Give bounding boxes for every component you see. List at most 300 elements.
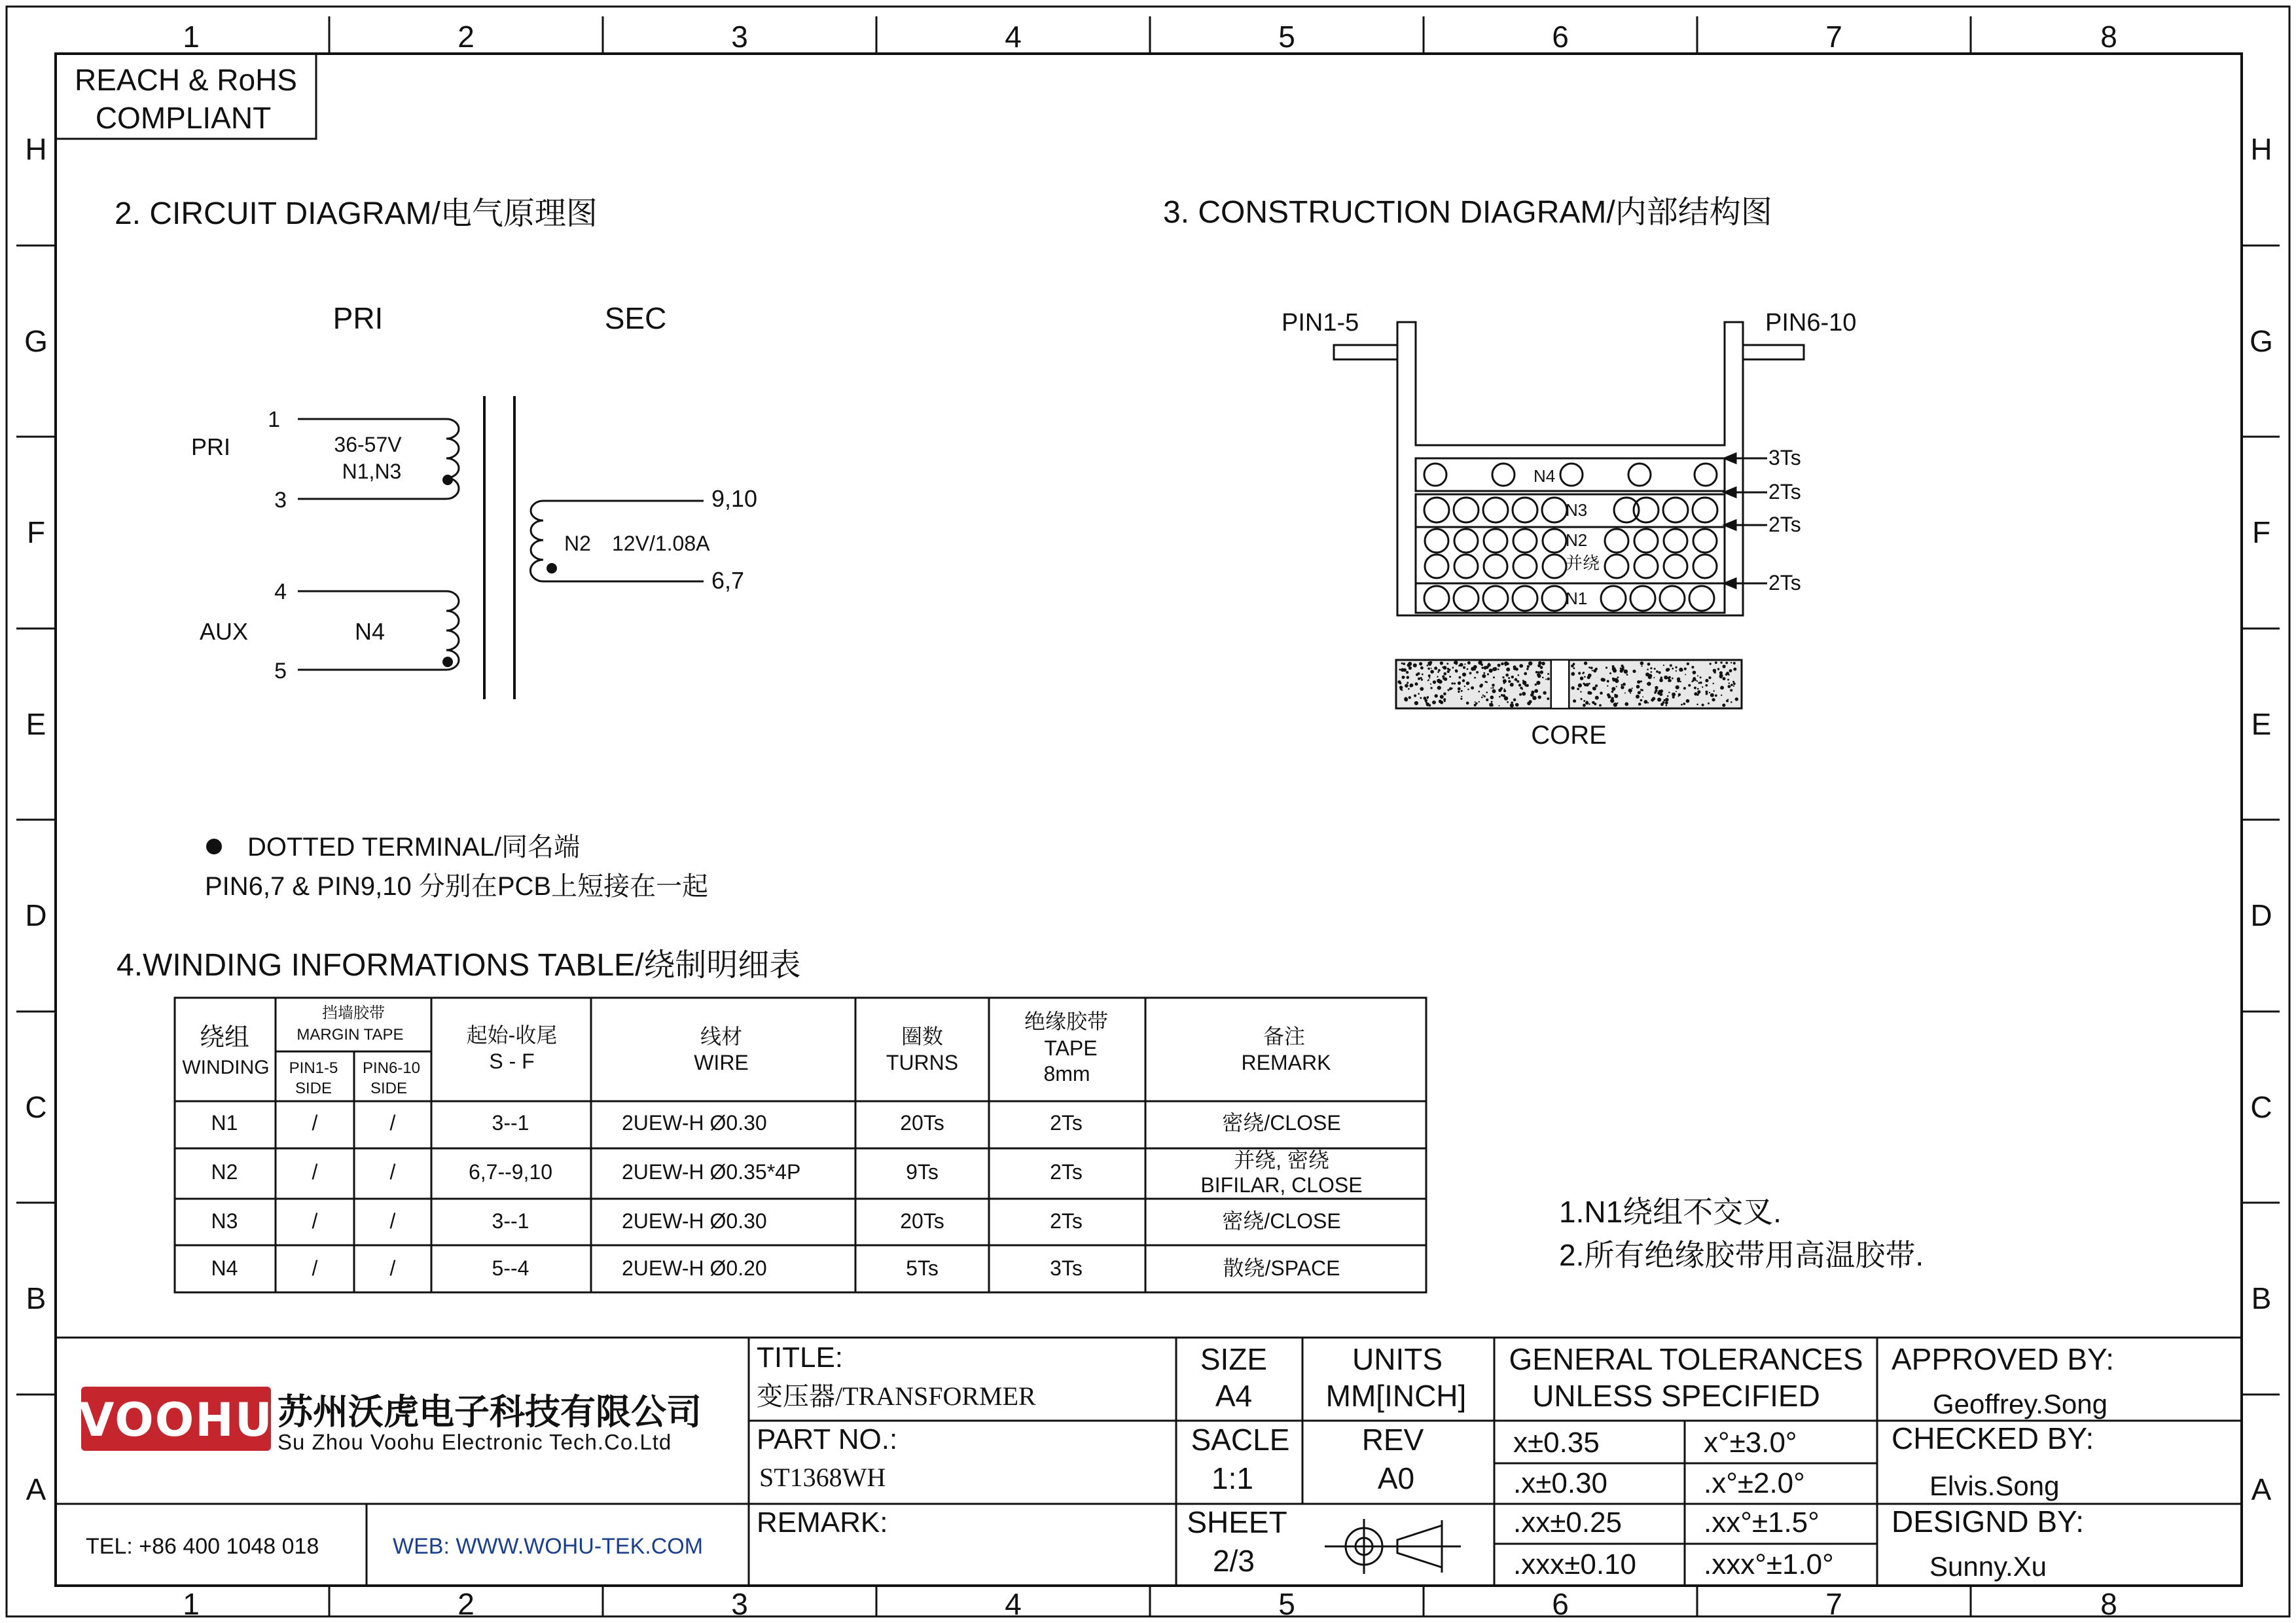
core-speckle — [1529, 700, 1532, 703]
table-cell-sf: 5--4 — [492, 1256, 529, 1280]
core-speckle — [1493, 676, 1495, 678]
table-cell-wire: 2UEW-H Ø0.30 — [622, 1111, 767, 1135]
core-speckle — [1583, 700, 1585, 702]
core-speckle — [1486, 691, 1488, 693]
core-speckle — [1723, 677, 1726, 680]
core-speckle — [1592, 670, 1593, 671]
core-speckle — [1580, 691, 1581, 693]
table-cell-remark: 密绕/CLOSE — [1222, 1209, 1341, 1233]
core-speckle — [1721, 695, 1722, 696]
core-speckle — [1615, 678, 1618, 682]
core-speckle — [1501, 694, 1503, 697]
row-label: C — [25, 1090, 47, 1124]
table-cell-m2: / — [389, 1209, 396, 1233]
core-speckle — [1729, 682, 1730, 684]
tolerance-value: .xxx±0.10 — [1513, 1548, 1637, 1580]
core-speckle — [1528, 661, 1532, 665]
right-pins-label: PIN6-10 — [1765, 309, 1857, 337]
layer-name: N4 — [1534, 466, 1556, 486]
core-speckle — [1676, 670, 1677, 672]
core-speckle — [1530, 693, 1534, 697]
core-speckle — [1730, 689, 1732, 691]
core-speckle — [1647, 668, 1649, 670]
core-speckle — [1659, 678, 1663, 682]
col-label: 2 — [457, 20, 475, 54]
hdr-remark-en: REMARK — [1241, 1051, 1331, 1074]
core-speckle — [1458, 691, 1460, 693]
core-speckle — [1418, 693, 1420, 695]
core-speckle — [1676, 685, 1679, 689]
units-value: MM[INCH] — [1325, 1379, 1467, 1413]
core-speckle — [1464, 685, 1465, 687]
core-speckle — [1447, 670, 1450, 673]
hdr-tape-unit: 8mm — [1043, 1062, 1090, 1085]
hdr-tape-cn: 绝缘胶带 — [1024, 1010, 1109, 1033]
sec-rating: 12V/1.08A — [612, 532, 710, 555]
core-speckle — [1720, 686, 1724, 690]
aux-winding: N4 — [354, 618, 386, 645]
core-speckle — [1407, 682, 1408, 684]
core-speckle — [1616, 686, 1617, 687]
core-speckle — [1427, 680, 1429, 682]
core-speckle — [1632, 670, 1636, 673]
core-speckle — [1657, 698, 1661, 702]
core-speckle — [1435, 694, 1438, 697]
core-speckle — [1463, 666, 1465, 669]
core-speckle — [1638, 685, 1639, 686]
core-speckle — [1713, 683, 1714, 684]
core-speckle — [1705, 684, 1708, 687]
core-speckle — [1731, 701, 1732, 703]
core-speckle — [1510, 703, 1514, 707]
core-speckle — [1607, 693, 1610, 697]
hdr-margin-cn: 挡墙胶带 — [322, 1004, 385, 1022]
core-speckle — [1700, 682, 1702, 684]
col-label: 4 — [1005, 1587, 1022, 1621]
core-speckle — [1422, 674, 1424, 676]
tolerance-value: x°±3.0° — [1704, 1427, 1797, 1459]
core-speckle — [1515, 678, 1518, 682]
tel: TEL: +86 400 1048 018 — [86, 1534, 319, 1559]
core-speckle — [1438, 669, 1441, 672]
core-speckle — [1454, 682, 1456, 684]
col-label: 5 — [1278, 1587, 1295, 1621]
core-speckle — [1502, 676, 1504, 678]
logo-text: VOOHU — [79, 1393, 274, 1447]
core-speckle — [1655, 689, 1657, 692]
core-speckle — [1454, 661, 1458, 665]
core-speckle — [1587, 691, 1590, 695]
core-speckle — [1545, 679, 1547, 680]
core-speckle — [1499, 696, 1501, 698]
core-speckle — [1614, 702, 1617, 706]
core-speckle — [1577, 688, 1579, 691]
core-speckle — [1406, 671, 1408, 674]
company-name-cn: 苏州沃虎电子科技有限公司 — [278, 1393, 702, 1432]
core-speckle — [1442, 666, 1444, 668]
core-speckle — [1624, 702, 1628, 706]
core-speckle — [1571, 672, 1575, 676]
dot-bullet-icon — [206, 839, 222, 854]
pin-6-7-label: 6,7 — [711, 567, 745, 594]
hdr-wire-cn: 线材 — [700, 1025, 743, 1048]
core-speckle — [1638, 702, 1641, 706]
core-speckle — [1727, 679, 1729, 681]
core-speckle — [1427, 661, 1431, 665]
col-label: 4 — [1005, 20, 1022, 54]
table-cell-m2: / — [389, 1256, 396, 1280]
core-speckle — [1408, 662, 1412, 666]
pri-header: PRI — [332, 301, 384, 335]
short-note: PIN6,7 & PIN9,10 分别在PCB上短接在一起 — [205, 872, 709, 901]
part-no-label: PART NO.: — [757, 1423, 898, 1455]
core-speckle — [1588, 703, 1590, 704]
core-speckle — [1624, 669, 1628, 673]
core-speckle — [1507, 701, 1509, 703]
core-speckle — [1430, 670, 1434, 674]
scale-label: SACLE — [1191, 1423, 1290, 1457]
pin-1-label: 1 — [268, 407, 280, 432]
col-label: 7 — [1825, 20, 1842, 54]
core-speckle — [1442, 675, 1444, 678]
core-speckle — [1505, 674, 1509, 677]
core-speckle — [1667, 695, 1669, 697]
core-speckle — [1408, 688, 1410, 690]
hdr-pin15-a: PIN1-5 — [289, 1059, 338, 1077]
core-speckle — [1708, 702, 1710, 704]
col-label: 7 — [1825, 1587, 1842, 1621]
hdr-sf-en: S - F — [489, 1049, 535, 1073]
core-speckle — [1623, 683, 1626, 686]
core-speckle — [1440, 695, 1444, 699]
core-speckle — [1708, 676, 1711, 679]
core-speckle — [1462, 672, 1466, 676]
core-speckle — [1479, 691, 1480, 693]
table-cell-w: N1 — [211, 1111, 238, 1135]
core-speckle — [1665, 701, 1668, 704]
table-cell-remark: 散绕/SPACE — [1223, 1256, 1340, 1280]
core-speckle — [1536, 681, 1540, 685]
core-speckle — [1503, 682, 1505, 684]
table-cell-m2: / — [389, 1111, 396, 1135]
core-speckle — [1461, 696, 1462, 697]
core-speckle — [1679, 668, 1683, 672]
table-cell-wire: 2UEW-H Ø0.30 — [622, 1209, 767, 1233]
core-speckle — [1583, 704, 1586, 707]
core-speckle — [1626, 674, 1628, 676]
core-speckle — [1519, 693, 1522, 696]
core-speckle — [1511, 676, 1514, 678]
col-label: 6 — [1552, 1587, 1569, 1621]
core-speckle — [1481, 697, 1483, 699]
core-speckle — [1409, 684, 1412, 687]
core-speckle — [1607, 680, 1609, 683]
core-speckle — [1427, 668, 1430, 670]
approved-label: APPROVED BY: — [1892, 1342, 2115, 1376]
core-speckle — [1607, 685, 1608, 687]
aux-dot — [442, 657, 453, 667]
core-speckle — [1693, 677, 1696, 680]
core-speckle — [1599, 704, 1602, 707]
core-speckle — [1503, 689, 1506, 692]
table-cell-tape: 2Ts — [1050, 1209, 1083, 1233]
core-speckle — [1733, 668, 1736, 671]
core-speckle — [1478, 661, 1482, 665]
pin-3-label: 3 — [274, 488, 287, 513]
core-speckle — [1494, 667, 1498, 671]
core-speckle — [1492, 684, 1495, 687]
core-speckle — [1584, 676, 1586, 678]
core-speckle — [1513, 699, 1516, 702]
core-speckle — [1688, 684, 1691, 687]
approved-value: Geoffrey.Song — [1933, 1389, 2108, 1419]
core-speckle — [1516, 680, 1519, 683]
col-label: 3 — [731, 20, 748, 54]
row-label: A — [2251, 1472, 2272, 1506]
layer-name: N2 — [1566, 530, 1588, 550]
core-speckle — [1665, 698, 1669, 702]
core-speckle — [1595, 668, 1598, 670]
core-speckle — [1541, 662, 1545, 666]
table-cell-w: N3 — [211, 1209, 238, 1233]
core-speckle — [1578, 672, 1581, 674]
core-speckle — [1668, 680, 1670, 682]
core-speckle — [1547, 697, 1549, 700]
core-speckle — [1601, 678, 1605, 682]
core-speckle — [1460, 663, 1463, 667]
row-label: G — [2250, 324, 2273, 358]
core-speckle — [1647, 682, 1651, 685]
core-speckle — [1501, 663, 1504, 666]
note-2: 2.所有绝缘胶带用高温胶带. — [1559, 1238, 1924, 1272]
core-speckle — [1458, 682, 1461, 685]
core-speckle — [1434, 666, 1437, 670]
core-speckle — [1433, 680, 1436, 684]
core-speckle — [1430, 684, 1431, 685]
core-speckle — [1459, 676, 1462, 679]
core-speckle — [1444, 672, 1447, 676]
core-speckle — [1696, 694, 1698, 696]
tolerance-value: .xx°±1.5° — [1704, 1506, 1820, 1539]
core-label: CORE — [1531, 721, 1607, 750]
core-speckle — [1640, 689, 1642, 691]
core-speckle — [1722, 704, 1725, 707]
core-speckle — [1641, 665, 1643, 666]
core-speckle — [1668, 692, 1670, 693]
core-speckle — [1446, 663, 1448, 665]
core-speckle — [1432, 701, 1436, 704]
core-speckle — [1584, 661, 1587, 665]
core-speckle — [1482, 674, 1486, 678]
row-label: D — [2250, 898, 2272, 932]
core-speckle — [1640, 699, 1643, 702]
layer-name: N1 — [1566, 589, 1588, 608]
core-speckle — [1697, 675, 1698, 676]
title-value: 变压器/TRANSFORMER — [757, 1381, 1036, 1411]
core-speckle — [1594, 702, 1596, 705]
core-speckle — [1491, 701, 1493, 703]
core-speckle — [1611, 697, 1614, 701]
col-label: 1 — [183, 20, 200, 54]
core-speckle — [1421, 679, 1423, 681]
core-speckle — [1413, 663, 1417, 667]
core-speckle — [1600, 691, 1603, 695]
hdr-tape-en: TAPE — [1044, 1036, 1098, 1060]
core-speckle — [1681, 704, 1683, 706]
core-speckle — [1431, 668, 1432, 669]
layer-name: N3 — [1566, 500, 1588, 520]
core-speckle — [1653, 677, 1655, 678]
core-speckle — [1458, 687, 1461, 691]
core-speckle — [1467, 661, 1471, 665]
core-speckle — [1712, 698, 1715, 701]
core-speckle — [1659, 693, 1661, 695]
core-speckle — [1476, 671, 1479, 674]
hdr-margin-en: MARGIN TAPE — [296, 1026, 404, 1044]
core-speckle — [1404, 697, 1407, 701]
hdr-turns-en: TURNS — [886, 1051, 959, 1074]
part-no-value: ST1368WH — [759, 1463, 886, 1492]
core-speckle — [1728, 685, 1731, 688]
core-speckle — [1467, 689, 1469, 691]
title-label: TITLE: — [757, 1341, 844, 1374]
core-speckle — [1420, 697, 1422, 699]
core-speckle — [1469, 672, 1472, 674]
col-label: 2 — [457, 1587, 475, 1621]
core-speckle — [1647, 702, 1649, 703]
core-speckle — [1401, 689, 1403, 691]
core-speckle — [1573, 667, 1575, 669]
core-speckle — [1684, 668, 1687, 670]
core-speckle — [1733, 685, 1734, 687]
core-speckle — [1727, 699, 1729, 700]
core-speckle — [1706, 693, 1708, 695]
table-cell-tape: 2Ts — [1050, 1160, 1083, 1184]
row-label: E — [26, 707, 46, 741]
core-speckle — [1475, 701, 1476, 702]
web-link[interactable]: WEB: WWW.WOHU-TEK.COM — [393, 1534, 704, 1559]
core-speckle — [1571, 686, 1575, 689]
core-speckle — [1437, 686, 1441, 690]
core-speckle — [1672, 693, 1676, 697]
pri-side-label: PRI — [191, 433, 231, 460]
core-speckle — [1492, 689, 1496, 693]
core-speckle — [1447, 689, 1449, 691]
core-speckle — [1697, 690, 1700, 693]
core-speckle — [1710, 693, 1714, 697]
col-label: 1 — [183, 1587, 200, 1621]
core-speckle — [1414, 701, 1418, 705]
core-speckle — [1538, 695, 1541, 699]
core-speckle — [1685, 674, 1686, 675]
core-speckle — [1584, 684, 1587, 686]
table-cell-turns: 9Ts — [906, 1160, 939, 1184]
core-speckle — [1628, 689, 1632, 693]
core-speckle — [1676, 691, 1677, 692]
core-speckle — [1462, 680, 1465, 682]
core-speckle — [1464, 663, 1465, 665]
core-speckle — [1650, 667, 1652, 669]
left-pins-label: PIN1-5 — [1282, 309, 1359, 337]
core-speckle — [1651, 671, 1653, 673]
core-speckle — [1522, 692, 1526, 696]
hdr-pin610-b: SIDE — [370, 1080, 408, 1097]
core-speckle — [1605, 666, 1607, 668]
core-speckle — [1443, 678, 1444, 680]
core-speckle — [1725, 662, 1728, 665]
core-speckle — [1492, 687, 1494, 689]
core-speckle — [1694, 687, 1696, 689]
dotted-terminal-note: DOTTED TERMINAL/同名端 — [247, 833, 581, 862]
core-speckle — [1578, 684, 1582, 687]
core-speckle — [1403, 663, 1405, 665]
tolerance-value: .xx±0.25 — [1513, 1506, 1623, 1539]
core-speckle — [1427, 696, 1429, 699]
core-speckle — [1479, 701, 1480, 702]
core-speckle — [1620, 669, 1623, 672]
core-speckle — [1666, 704, 1668, 706]
core-speckle — [1696, 680, 1698, 682]
core-speckle — [1667, 668, 1670, 671]
core-speckle — [1609, 672, 1611, 674]
hdr-wire-en: WIRE — [694, 1051, 749, 1074]
core-speckle — [1486, 682, 1488, 684]
core-speckle — [1417, 672, 1420, 675]
core-speckle — [1656, 670, 1659, 673]
pri-dot — [442, 475, 453, 485]
rev-value: A0 — [1377, 1461, 1415, 1495]
table-cell-m1: / — [312, 1256, 318, 1280]
core-speckle — [1588, 666, 1590, 668]
core-speckle — [1640, 661, 1644, 665]
core-speckle — [1481, 666, 1483, 668]
core-speckle — [1419, 662, 1422, 665]
rev-label: REV — [1361, 1423, 1424, 1457]
core-speckle — [1474, 704, 1477, 706]
pin-4-label: 4 — [274, 579, 287, 604]
core-speckle — [1661, 704, 1663, 706]
core-speckle — [1731, 684, 1733, 686]
core-speckle — [1719, 675, 1723, 678]
core-speckle — [1614, 694, 1616, 696]
sec-winding: N2 — [564, 532, 591, 555]
tolerance-value: .x±0.30 — [1513, 1467, 1608, 1499]
core-speckle — [1632, 687, 1633, 689]
core-speckle — [1522, 688, 1523, 689]
core-speckle — [1508, 680, 1511, 683]
table-cell-turns: 5Ts — [906, 1256, 939, 1280]
core-speckle — [1636, 695, 1638, 697]
core-speckle — [1399, 685, 1403, 689]
core-speckle — [1461, 690, 1463, 692]
core-speckle — [1522, 680, 1524, 682]
core-speckle — [1524, 672, 1527, 676]
table-cell-m1: / — [312, 1209, 318, 1233]
core-speckle — [1670, 665, 1672, 667]
row-label: D — [25, 898, 47, 932]
hdr-pin610-a: PIN6-10 — [362, 1059, 421, 1077]
core-speckle — [1710, 663, 1712, 665]
core-speckle — [1693, 670, 1696, 674]
core-speckle — [1622, 666, 1624, 669]
core-speckle — [1402, 676, 1405, 679]
construction-heading: 3. CONSTRUCTION DIAGRAM/内部结构图 — [1163, 195, 1772, 230]
compliance-line2: COMPLIANT — [95, 101, 272, 135]
core-speckle — [1587, 676, 1590, 679]
core-speckle — [1580, 698, 1582, 700]
core-speckle — [1414, 695, 1416, 697]
core-speckle — [1585, 701, 1588, 704]
